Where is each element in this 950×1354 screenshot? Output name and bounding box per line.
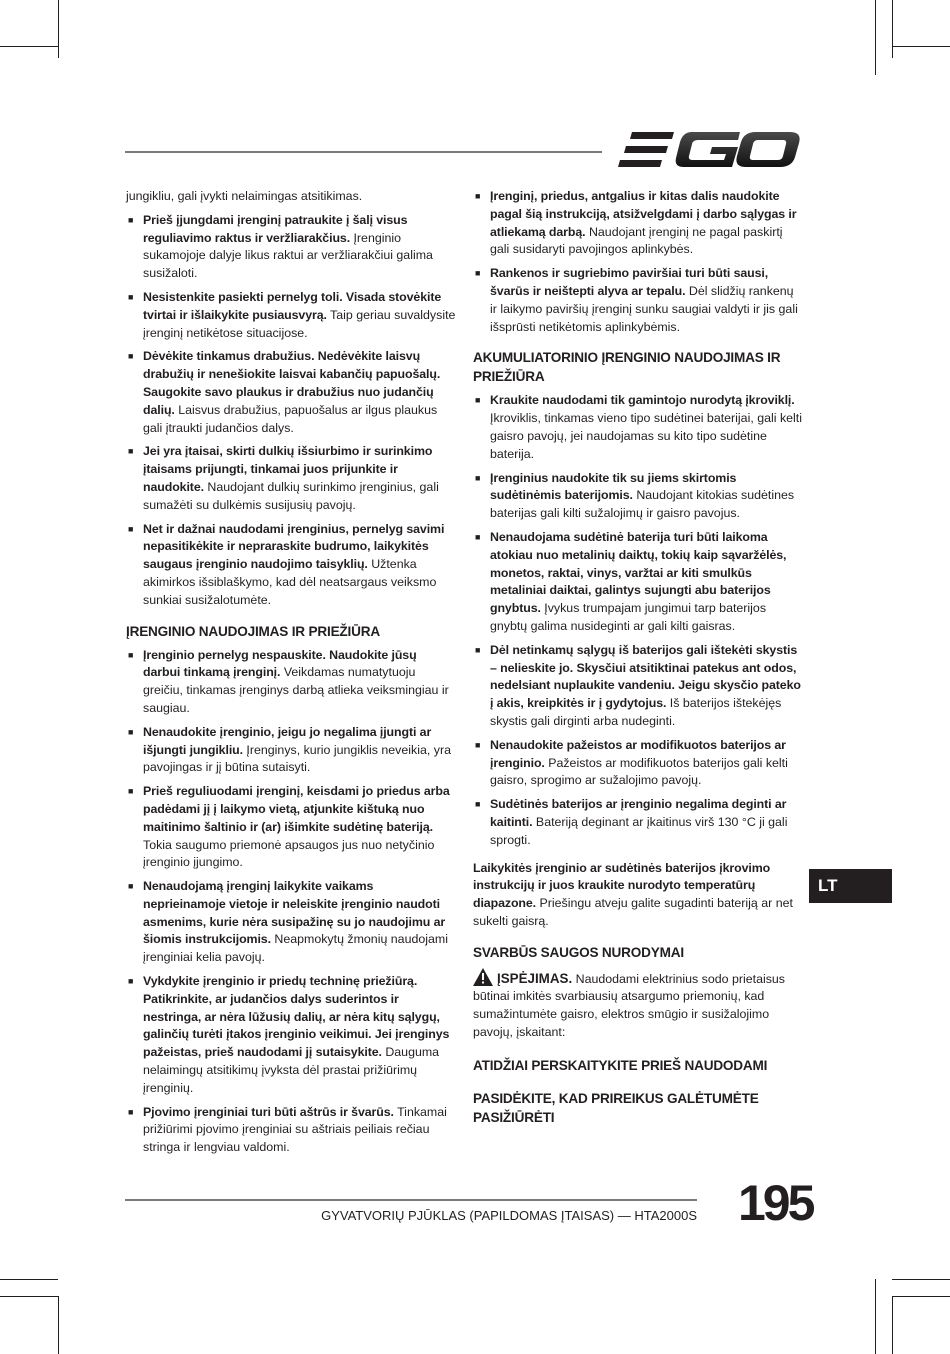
- bullet-icon: ■: [475, 531, 481, 542]
- crop-mark: [58, 0, 59, 58]
- crop-mark: [0, 46, 58, 47]
- lead-text: jungikliu, gali įvykti nelaimingas atsitikimas.: [126, 189, 363, 203]
- section-heading: SVARBŪS SAUGOS NURODYMAI: [473, 944, 684, 960]
- header-rule: [125, 151, 602, 153]
- warning-icon: [473, 968, 493, 986]
- list-item: ■ Prieš reguliuodami įrenginį, keisdami jo priedus arba padėdami jį į laikymo vietą, atjunkite kištuką nuo maitinimo šaltinio ir (ar) išimkite sudėtinę bateriją. Tokia saugumo priemonė apsaugos jus nuo netyčinio įrenginio įjungimo.: [128, 784, 450, 870]
- bullet-icon: ■: [475, 268, 481, 279]
- section-heading: ATIDŽIAI PERSKAITYKITE PRIEŠ NAUDODAMI: [473, 1057, 768, 1073]
- crop-mark: [892, 1296, 950, 1297]
- list-item: ■ Pjovimo įrenginiai turi būti aštrūs ir švarūs. Tinkamai prižiūrimi pjovimo įrenginiai su aštriais peiliais rečiau stringa ir lengviau valdomi.: [128, 1104, 447, 1155]
- list-item: ■ Kraukite naudodami tik gamintojo nurodytą įkroviklį. Įkroviklis, tinkamas vieno tipo sudėtinei baterijai, gali kelti gaisro pavojų, jei naudojamas su kito tipo sudėtine baterija.: [475, 393, 802, 461]
- crop-mark: [58, 1296, 59, 1354]
- bullet-icon: ■: [128, 649, 134, 660]
- list-item: ■ Prieš įjungdami įrenginį patraukite į šalį visus reguliavimo raktus ir veržliarakčius. Įrenginio sukamojoje dalyje likus raktui ar veržliarakčiui galima susižaloti.: [128, 212, 433, 281]
- bullet-icon: ■: [475, 739, 481, 750]
- crop-mark: [892, 1296, 893, 1354]
- crop-mark: [892, 46, 950, 47]
- language-tab: LT: [809, 869, 892, 903]
- warning-label: ĮSPĖJIMAS.: [497, 970, 573, 986]
- page-number: 195: [738, 1175, 813, 1231]
- bullet-icon: ■: [128, 976, 134, 987]
- bullet-icon: ■: [128, 446, 134, 457]
- charging-paragraph: Laikykitės įrenginio ar sudėtinės baterijos įkrovimo instrukcijų ir juos kraukite nurodyto temperatūrų diapazone. Priešingu atveju galite sugadinti bateriją ar net sukelti gaisrą.: [473, 860, 793, 928]
- list-item: ■ Net ir dažnai naudodami įrenginius, pernelyg savimi nepasitikėkite ir nepraraskite budrumo, laikykitės saugaus įrenginio naudojimo taisyklių. Užtenka akimirkos išsiblaškymo, kad dėl neatsargaus veiksmo sunkiai susižalotumėte.: [128, 521, 445, 607]
- list-item: ■ Vykdykite įrenginio ir priedų techninę priežiūrą. Patikrinkite, ar judančios dalys suderintos ir nestringa, ar nėra lūžusių dalių, ar nėra kitų sąlygų, galinčių turėti įtakos įrenginio veikimui. Jei įrenginys pažeistas, prieš naudodami jį sutaisykite. Dauguma nelaimingų atsitikimų įvyksta dėl prastai prižiūrimų įrenginių.: [128, 974, 450, 1095]
- crop-mark: [892, 1279, 950, 1280]
- section-heading: ĮRENGINIO NAUDOJIMAS IR PRIEŽIŪRA: [126, 623, 380, 639]
- section-heading: AKUMULIATORINIO ĮRENGINIO NAUDOJIMAS IR PRIEŽIŪRA: [473, 350, 781, 385]
- bullet-icon: ■: [128, 726, 134, 737]
- footer-title: GYVATVORIŲ PJŪKLAS (PAPILDOMAS ĮTAISAS) — HTA2000S: [321, 1208, 697, 1223]
- list-item: ■ Įrenginio pernelyg nespauskite. Naudokite jūsų darbui tinkamą įrenginį. Veikdamas numatytuoju greičiu, tinkamas įrenginys darbą atlieka veiksmingiau ir saugiau.: [128, 647, 449, 715]
- list-item: ■ Įrenginius naudokite tik su jiems skirtomis sudėtinėmis baterijomis. Naudojant kitokias sudėtines baterijas gali kilti sužalojimų ir gaisro pavojus.: [475, 470, 795, 521]
- crop-mark: [0, 1296, 58, 1297]
- bullet-icon: ■: [475, 644, 481, 655]
- crop-mark: [875, 1279, 876, 1354]
- list-item: ■ Dėvėkite tinkamus drabužius. Nedėvėkite laisvų drabužių ir nenešiokite laisvai kabančių papuošalų. Saugokite savo plaukus ir drabužius nuo judančių dalių. Laisvus drabužius, papuošalus ar ilgus plaukus gali įtraukti judančios dalys.: [128, 349, 441, 435]
- left-column: [126, 188, 456, 1163]
- list-item: ■ Jei yra įtaisai, skirti dulkių išsiurbimo ir surinkimo įtaisams prijungti, tinkamai juos prijunkite ir naudokite. Naudojant dulkių surinkimo įrenginius, gali sumažėti su dulkėmis susijusių pavojų.: [128, 444, 439, 512]
- bullet-icon: ■: [475, 799, 481, 810]
- bullet-icon: ■: [475, 191, 481, 201]
- bullet-icon: ■: [128, 351, 134, 362]
- crop-mark: [0, 1279, 58, 1280]
- bullet-icon: ■: [475, 472, 481, 483]
- bullet-icon: ■: [128, 523, 134, 534]
- right-column: [473, 188, 803, 1133]
- list-item: ■ Sudėtinės baterijos ar įrenginio negalima deginti ar kaitinti. Bateriją deginant ar įkaitinus virš 130 °C ji gali sprogti.: [475, 797, 788, 847]
- ego-logo: [618, 128, 800, 172]
- section-heading: PASIDĖKITE, KAD PRIREIKUS GALĖTUMĖTE PASIŽIŪRĖTI: [473, 1090, 759, 1125]
- list-item: ■ Nenaudojama sudėtinė baterija turi būti laikoma atokiau nuo metalinių daiktų, tokių kaip sąvaržėlės, monetos, raktai, vinys, varžtai ar kiti smulkūs metaliniai daiktai, galintys sujungti abu baterijos gnybtus. Įvykus trumpajam jungimui tarp baterijos gnybtų galima nusideginti ar gali kilti gaisras.: [475, 529, 787, 633]
- bullet-icon: ■: [128, 881, 134, 892]
- bullet-icon: ■: [475, 395, 481, 406]
- list-item: ■ Nenaudojamą įrenginį laikykite vaikams neprieinamoje vietoje ir neleiskite įrenginio naudoti asmenims, kurie nėra susipažinę su jo naudojimu ar šiomis instrukcijomis. Neapmokytų žmonių naudojami įrenginiai kelia pavojų.: [128, 879, 448, 965]
- list-item: ■ Rankenos ir sugriebimo paviršiai turi būti sausi, švarūs ir neištepti alyva ar tepalu. Dėl slidžių rankenų ir laikymo paviršių įrenginį sunku saugiai valdyti ir jis gali išsprūsti netikėtomis aplinkybėmis.: [475, 266, 798, 334]
- footer-rule: [125, 1199, 697, 1201]
- crop-mark: [892, 0, 893, 58]
- list-item: ■ Nenaudokite pažeistos ar modifikuotos baterijos ar įrenginio. Pažeistos ar modifikuotos baterijos gali kelti gaisro, sprogimo ar sužalojimo pavojų.: [475, 737, 788, 788]
- list-item: ■ Nenaudokite įrenginio, jeigu jo negalima įjungti ar išjungti jungikliu. Įrenginys, kurio jungiklis neveikia, yra pavojingas ir jį būtina sutaisyti.: [128, 724, 451, 775]
- bullet-icon: ■: [128, 1106, 134, 1117]
- bullet-icon: ■: [128, 214, 134, 225]
- list-item: ■ Dėl netinkamų sąlygų iš baterijos gali ištekėti skystis – nelieskite jo. Skysčiui atsitiktinai patekus ant odos, nedelsiant nuplaukite vandeniu. Jeigu skysčio pateko į akis, kreipkitės ir į gydytojus. Iš baterijos ištekėjęs skystis gali dirginti arba nudeginti.: [475, 642, 801, 728]
- warning-paragraph: ĮSPĖJIMAS. Naudodami elektrinius sodo prietaisus būtinai imkitės svarbiausių atsargumo priemonių, kad sumažintumėte gaisro, elektros smūgio ir susižalojimo pavojų, įskaitant:: [473, 968, 803, 1042]
- bullet-icon: ■: [128, 786, 134, 797]
- bullet-icon: ■: [128, 291, 134, 302]
- list-item: ■ Įrenginį, priedus, antgalius ir kitas dalis naudokite pagal šią instrukciją, atsižvelgdami į darbo sąlygas ir atliekamą darbą. Naudojant įrenginį ne pagal paskirtį gali susidaryti pavojingos aplinkybės.: [475, 189, 797, 257]
- crop-mark: [875, 0, 876, 75]
- list-item: ■ Nesistenkite pasiekti pernelyg toli. Visada stovėkite tvirtai ir išlaikykite pusiausvyrą. Taip geriau suvaldysite įrenginį netikėtose situacijose.: [128, 289, 456, 340]
